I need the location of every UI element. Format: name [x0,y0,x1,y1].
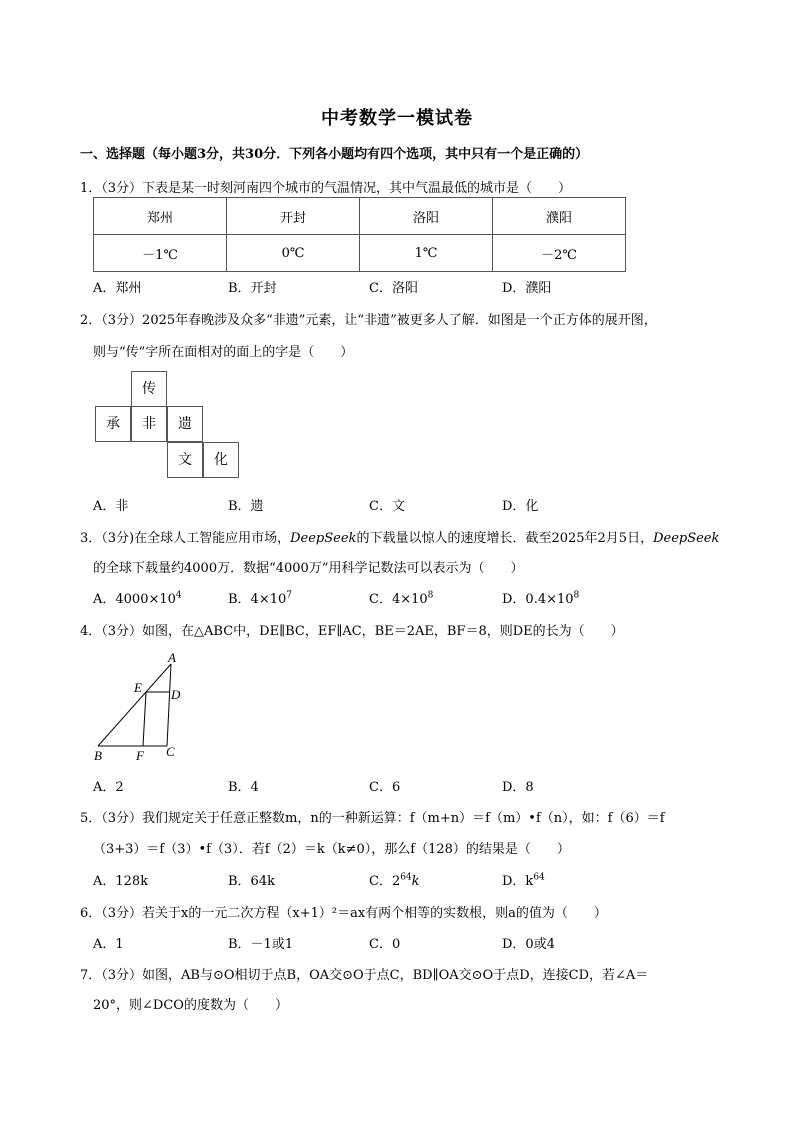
option-b [228,870,275,889]
table-cell: －2℃ [492,235,625,272]
option-d [502,588,579,607]
option-a: A．非 [93,499,129,514]
label-b: B [94,748,102,762]
option-c: C．洛阳 [369,281,418,296]
question-5-stem-line1: 5．（3分）我们规定关于任意正整数m，n的一种新运算：f（m+n）＝f（m）•f（n），如：f（6）＝f [80,811,665,826]
option-a: A．郑州 [93,281,142,296]
option-text: A．128k [93,874,149,889]
option-d: D．濮阳 [502,281,552,296]
question-1-stem: 1．（3分）下表是某一时刻河南四个城市的气温情况，其中气温最低的城市是（ ） [80,181,572,196]
exponent: 7 [286,590,292,601]
table-cell: 郑州 [94,198,227,235]
option-c: C．0 [369,937,401,952]
section-heading: 一、选择题（每小题3分，共30分．下列各小题均有四个选项，其中只有一个是正确的） [80,147,589,162]
question-7-stem-line1: 7．（3分）如图，AB与⊙O相切于点B，OA交⊙O于点C，BD∥OA交⊙O于点D，连接CD，若∠A＝ [80,968,649,983]
q3-deepseek: DeepSeek [290,531,357,546]
option-b: B．开封 [228,281,277,296]
option-c: C．文 [369,499,405,514]
option-text: k [411,874,420,889]
net-face: 文 [167,442,203,478]
page-title: 中考数学一模试卷 [321,108,473,129]
option-text: A．4000×10 [93,592,176,607]
question-3-stem-line2: 的全球下载量约4000万．数据“4000万”用科学记数法可以表示为（ ） [93,561,524,576]
question-6-stem: 6．（3分）若关于x的一元二次方程（x+1）²＝ax有两个相等的实数根，则a的值为（ ） [80,906,607,921]
option-a [93,588,182,607]
label-e: E [134,680,142,695]
question-2-stem-line2: 则与“传”字所在面相对的面上的字是（ ） [93,345,354,360]
option-a: A．2 [93,780,124,795]
option-text: C．4×10 [369,592,428,607]
question-2-stem-line1: 2．（3分）2025年春晚涉及众多“非遗”元素，让“非遗”被更多人了解．如图是一个正方体的展开图， [80,313,657,328]
table-row [94,235,626,272]
segment-ac [167,664,171,746]
option-d: D．8 [502,780,534,795]
label-f: F [136,748,144,762]
question-4-stem: 4．（3分）如图，在△ABC中，DE∥BC，EF∥AC，BE＝2AE，BF＝8，则DE的长为（ ） [80,624,624,639]
q3-text: 3．（3分)在全球人工智能应用市场， [80,531,291,546]
option-text: B．4×10 [228,592,287,607]
table-header-row [94,198,626,235]
exponent: 64 [533,872,545,883]
net-face: 传 [131,371,167,407]
option-text: B．64k [228,874,275,889]
temperature-table [93,197,626,272]
table-cell: 濮阳 [492,198,625,235]
option-b [228,588,292,607]
net-face: 非 [131,406,167,442]
q3-deepseek: DeepSeek [653,531,720,546]
exponent: 64 [400,872,412,883]
net-face: 承 [95,406,131,442]
table-cell: 洛阳 [359,198,492,235]
option-a [93,870,148,889]
segment-ef [143,692,146,746]
option-d: D．0或4 [502,937,555,952]
segment-ab [98,664,171,746]
exponent: 8 [427,590,434,601]
table-cell: 开封 [226,198,359,235]
option-d: D．化 [502,499,539,514]
label-d: D [171,687,181,702]
option-c: C．6 [369,780,401,795]
option-text: C．2 [369,874,401,889]
option-a: A．1 [93,937,124,952]
label-c: C [166,744,175,759]
option-b: B．－1或1 [228,937,294,952]
triangle-figure [92,650,192,762]
exponent: 8 [573,590,580,601]
option-text: D．0.4×10 [502,592,574,607]
question-3-stem-line1 [80,527,719,546]
exponent: 4 [175,590,182,601]
option-d [502,870,545,889]
option-b: B．4 [228,780,259,795]
option-c [369,870,420,889]
table-cell: 0℃ [226,235,359,272]
q3-text: 的下载量以惊人的速度增长．截至2025年2月5日， [356,531,654,546]
option-c [369,588,433,607]
net-face: 化 [203,442,239,478]
label-a: A [168,650,176,665]
question-7-stem-line2: 20°，则∠DCO的度数为（ ） [93,998,288,1013]
table-cell: －1℃ [94,235,227,272]
option-b: B．遗 [228,499,264,514]
question-5-stem-line2: （3+3）＝f（3）•f（3）．若f（2）＝k（k≠0），那么f（128）的结果是（ ） [93,842,570,857]
option-text: D．k [502,874,534,889]
table-cell: 1℃ [359,235,492,272]
net-face: 遗 [167,406,203,442]
